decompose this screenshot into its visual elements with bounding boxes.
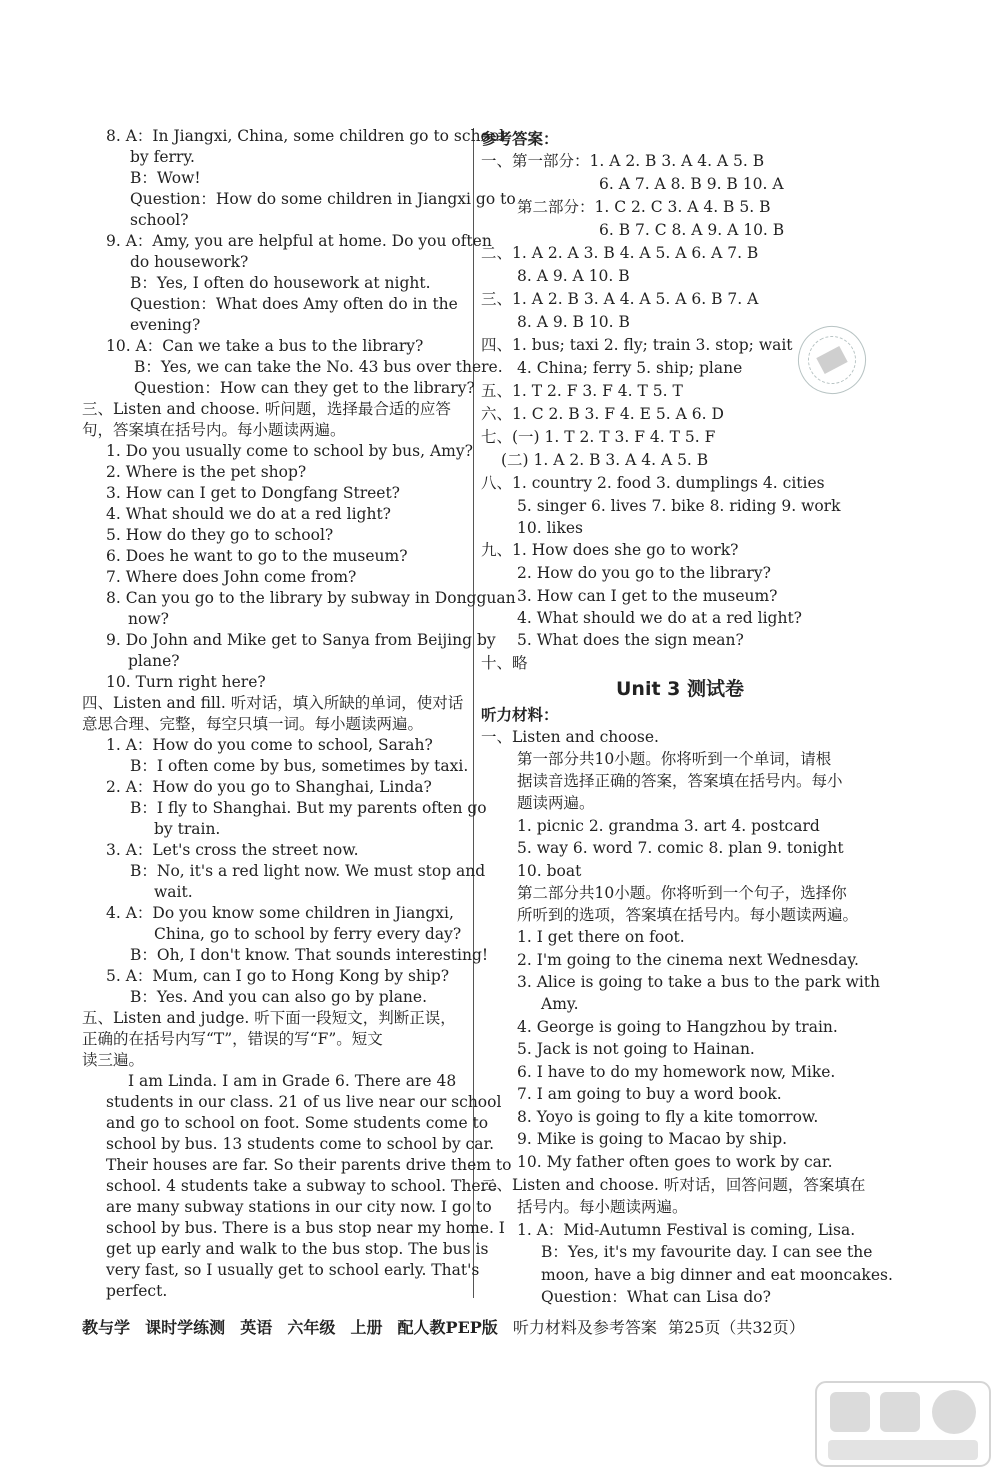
text-line: 7. I am going to buy a word book. <box>517 1085 782 1103</box>
footer-part: 英语 <box>240 1318 273 1337</box>
text-line: 六、1. C 2. B 3. F 4. E 5. A 6. D <box>481 405 724 423</box>
text-line: and go to school on foot. Some students come to <box>106 1114 489 1132</box>
text-line: 一、第一部分：1. A 2. B 3. A 4. A 5. B <box>481 152 765 170</box>
text-line: 6. B 7. C 8. A 9. A 10. B <box>599 221 785 239</box>
footer-section: 听力材料及参考答案 <box>512 1318 657 1337</box>
page-footer <box>82 1317 902 1339</box>
text-line: 四、1. bus; taxi 2. fly; train 3. stop; wait <box>481 336 793 354</box>
text-line: 8. Can you go to the library by subway in Dongguan <box>106 589 516 607</box>
text-line: Question：How do some children in Jiangxi go to <box>130 190 516 208</box>
text-line: B：No, it's a red light now. We must stop and <box>130 862 486 880</box>
text-line: 5. singer 6. lives 7. bike 8. riding 9. work <box>517 497 841 515</box>
text-line: 二、1. A 2. A 3. B 4. A 5. A 6. A 7. B <box>481 244 759 262</box>
text-line: 括号内。每小题读两遍。 <box>517 1198 688 1216</box>
text-line: 参考答案： <box>481 129 559 148</box>
text-line: 8. A 9. A 10. B <box>517 267 630 285</box>
text-line: 二、Listen and choose. 听对话，回答问题，答案填在 <box>481 1176 866 1194</box>
text-line: (二) 1. A 2. B 3. A 4. A 5. B <box>501 451 709 469</box>
section-title: Unit 3 测试卷 <box>616 678 744 700</box>
text-line: school? <box>130 211 189 229</box>
text-line: 三、1. A 2. B 3. A 4. A 5. A 6. B 7. A <box>481 290 759 308</box>
text-line: are many subway stations in our city now. I go to <box>106 1198 492 1216</box>
page-number: 第25页（共32页） <box>668 1318 805 1337</box>
text-line: school by bus. 13 students come to school by car. <box>106 1135 495 1153</box>
text-line: 七、(一) 1. T 2. T 3. F 4. T 5. F <box>481 428 716 446</box>
text-line: 5. What does the sign mean? <box>517 631 744 649</box>
text-line: 3. Alice is going to take a bus to the park with <box>517 973 881 991</box>
text-line: 9. A：Amy, you are helpful at home. Do you often <box>106 232 492 250</box>
text-line: Amy. <box>541 995 579 1013</box>
footer-part: 配人教PEP版 <box>397 1318 498 1337</box>
text-line: by ferry. <box>130 148 195 166</box>
text-line: students in our class. 21 of us live near our school <box>106 1093 502 1111</box>
text-line: 一、Listen and choose. <box>481 728 659 746</box>
text-line: 五、1. T 2. F 3. F 4. T 5. T <box>481 382 683 400</box>
text-line: 7. Where does John come from? <box>106 568 357 586</box>
text-line: evening? <box>130 316 201 334</box>
text-line: 2. A：How do you go to Shanghai, Linda? <box>106 778 432 796</box>
text-line: 6. Does he want to go to the museum? <box>106 547 408 565</box>
text-line: 听力材料： <box>481 705 559 724</box>
text-line: 1. I get there on foot. <box>517 928 685 946</box>
text-line: 5. way 6. word 7. comic 8. plan 9. tonight <box>517 839 844 857</box>
text-line: 10. likes <box>517 519 584 537</box>
text-line: 2. I'm going to the cinema next Wednesday. <box>517 951 859 969</box>
text-line: plane? <box>128 652 180 670</box>
text-line: get up early and walk to the bus stop. The bus is <box>106 1240 489 1258</box>
text-line: wait. <box>154 883 193 901</box>
text-line: Question：What does Amy often do in the <box>130 295 458 313</box>
text-line: 3. How can I get to Dongfang Street? <box>106 484 400 502</box>
text-line: China, go to school by ferry every day? <box>154 925 462 943</box>
watermark-logo-icon <box>814 1380 992 1468</box>
text-line: 正确的在括号内写“T”，错误的写“F”。短文 <box>82 1030 383 1048</box>
text-line: 8. A：In Jiangxi, China, some children go to school <box>106 127 505 145</box>
text-line: 4. What should we do at a red light? <box>517 609 802 627</box>
text-line: 6. I have to do my homework now, Mike. <box>517 1063 836 1081</box>
text-line: by train. <box>154 820 221 838</box>
text-line: do housework? <box>130 253 249 271</box>
text-line: 5. How do they go to school? <box>106 526 334 544</box>
text-line: 4. A：Do you know some children in Jiangxi, <box>106 904 454 922</box>
text-line: I am Linda. I am in Grade 6. There are 48 <box>128 1072 457 1090</box>
text-line: 10. boat <box>517 862 582 880</box>
text-line: B：Oh, I don't know. That sounds interesting! <box>130 946 489 964</box>
text-line: 2. Where is the pet shop? <box>106 463 307 481</box>
text-line: 读三遍。 <box>82 1051 145 1069</box>
text-line: perfect. <box>106 1282 168 1300</box>
text-line: 五、Listen and judge. 听下面一段短文，判断正误， <box>82 1009 456 1027</box>
text-line: very fast, so I usually get to school early. That's <box>106 1261 480 1279</box>
text-line: Their houses are far. So their parents drive them to <box>106 1156 512 1174</box>
text-line: 第二部分：1. C 2. C 3. A 4. B 5. B <box>517 198 771 216</box>
stamp-seal-icon <box>786 314 878 406</box>
text-line: 10. A：Can we take a bus to the library? <box>106 337 424 355</box>
text-line: 十、略 <box>481 654 528 672</box>
text-line: 九、1. How does she go to work? <box>481 541 739 559</box>
text-line: 8. Yoyo is going to fly a kite tomorrow. <box>517 1108 819 1126</box>
text-line: 5. Jack is not going to Hainan. <box>517 1040 755 1058</box>
text-line: 10. Turn right here? <box>106 673 266 691</box>
text-line: 意思合理、完整，每空只填一词。每小题读两遍。 <box>82 715 424 733</box>
text-line: 4. China; ferry 5. ship; plane <box>517 359 743 377</box>
footer-part: 课时学练测 <box>145 1318 226 1337</box>
text-line: B：I often come by bus, sometimes by taxi. <box>130 757 469 775</box>
text-line: Question：How can they get to the library? <box>134 379 475 397</box>
text-line: B：Yes. And you can also go by plane. <box>130 988 428 1006</box>
text-line: B：Yes, I often do housework at night. <box>130 274 431 292</box>
footer-part: 教与学 <box>82 1318 131 1337</box>
text-line: B：Yes, we can take the No. 43 bus over there. <box>134 358 503 376</box>
text-line: 6. A 7. A 8. B 9. B 10. A <box>599 175 784 193</box>
text-line: 3. A：Let's cross the street now. <box>106 841 359 859</box>
footer-part: 六年级 <box>287 1318 336 1337</box>
text-line: Question：What can Lisa do? <box>541 1288 771 1306</box>
text-line: 3. How can I get to the museum? <box>517 587 778 605</box>
text-line: 1. Do you usually come to school by bus, Amy? <box>106 442 473 460</box>
text-line: 句，答案填在括号内。每小题读两遍。 <box>82 421 346 439</box>
text-line: 1. A：How do you come to school, Sarah? <box>106 736 433 754</box>
text-line: 四、Listen and fill. 听对话，填入所缺的单词，使对话 <box>82 694 464 712</box>
text-line: 题读两遍。 <box>517 794 595 812</box>
text-line: 据读音选择正确的答案，答案填在括号内。每小 <box>517 772 843 790</box>
text-line: 10. My father often goes to work by car. <box>517 1153 833 1171</box>
text-line: 第一部分共10小题。你将听到一个单词，请根 <box>517 750 832 768</box>
text-line: 4. George is going to Hangzhou by train. <box>517 1018 838 1036</box>
text-line: 三、Listen and choose. 听问题，选择最合适的应答 <box>82 400 451 418</box>
text-line: moon, have a big dinner and eat mooncakes. <box>541 1266 893 1284</box>
text-line: 1. A：Mid-Autumn Festival is coming, Lisa. <box>517 1221 856 1239</box>
text-line: school. 4 students take a subway to school. There <box>106 1177 498 1195</box>
text-line: school by bus. There is a bus stop near my home. I <box>106 1219 505 1237</box>
text-line: 4. What should we do at a red light? <box>106 505 391 523</box>
text-line: 8. A 9. B 10. B <box>517 313 630 331</box>
text-line: B：Yes, it's my favourite day. I can see the <box>541 1243 873 1261</box>
text-line: 所听到的选项，答案填在括号内。每小题读两遍。 <box>517 906 859 924</box>
text-line: 第二部分共10小题。你将听到一个句子，选择你 <box>517 884 847 902</box>
text-line: 5. A：Mum, can I go to Hong Kong by ship? <box>106 967 450 985</box>
footer-part: 上册 <box>350 1318 383 1337</box>
text-line: 9. Mike is going to Macao by ship. <box>517 1130 788 1148</box>
text-line: 2. How do you go to the library? <box>517 564 771 582</box>
text-line: B：I fly to Shanghai. But my parents often go <box>130 799 487 817</box>
text-line: 9. Do John and Mike get to Sanya from Beijing by <box>106 631 496 649</box>
text-line: 1. picnic 2. grandma 3. art 4. postcard <box>517 817 820 835</box>
text-line: B：Wow! <box>130 169 201 187</box>
text-line: now? <box>128 610 169 628</box>
text-line: 八、1. country 2. food 3. dumplings 4. cities <box>481 474 825 492</box>
